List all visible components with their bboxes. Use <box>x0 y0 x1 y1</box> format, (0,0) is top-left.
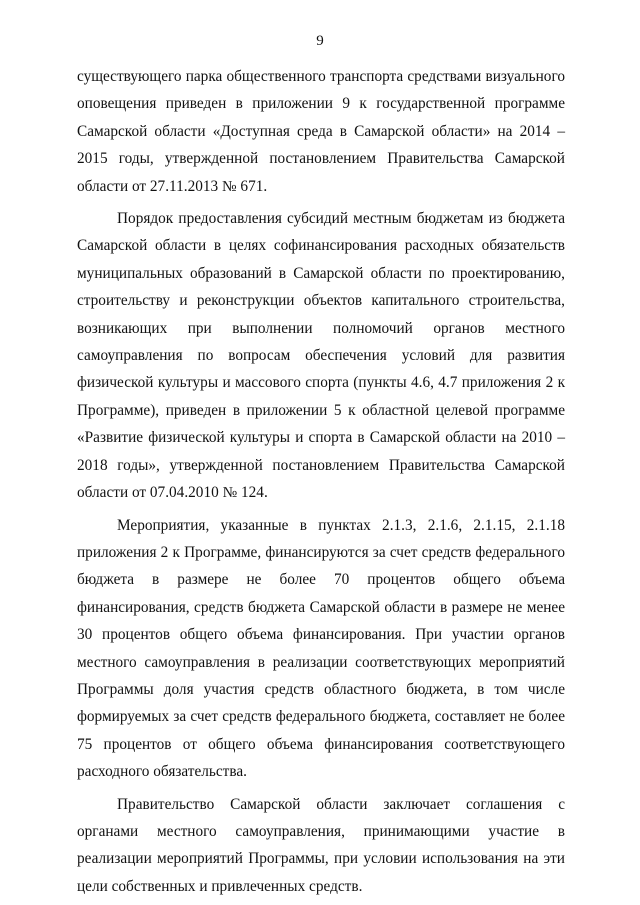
paragraph-government-agreements: Правительство Самарской области заключает соглашения с органами местного самоуправления, принимающими участие в реализации мероприятий Программы, при условии использования на эти цели собственных и привлеченных средств. <box>77 795 565 895</box>
page-number: 9 <box>316 33 324 49</box>
paragraph-subsidies-procedure: Порядок предоставления субсидий местным бюджетам из бюджета Самарской области в целях софинансирования расходных обязательств муниципальных образований в Самарской области по проектированию, строительству и реконструкции объектов капитального строительства, возникающих при выполнении полномочий органов местного самоуправления по вопросам обеспечения условий для развития физической культуры и массового спорта (пункты 4.6, 4.7 приложения 2 к Программе), приведен в приложении 5 к областной целевой программе «Развитие физической культуры и спорта в Самарской области на 2010 – 2018 годы», утвержденной постановлением Правительства Самарской области от 07.04.2010 № 124. <box>77 210 565 502</box>
paragraph-continuation: существующего парка общественного транспорта средствами визуального оповещения приведен в приложении 9 к государственной программе Самарской области «Доступная среда в Самарской области» на 2014 – 2015 годы, утвержденной постановлением Правительства Самарской области от 27.11.2013 № 671. <box>77 68 565 195</box>
document-body <box>77 63 565 905</box>
paragraph-financing-activities: Мероприятия, указанные в пунктах 2.1.3, 2.1.6, 2.1.15, 2.1.18 приложения 2 к Программе, финансируются за счет средств федерального бюджета в размере не более 70 процентов общего объема финансирования, средств бюджета Самарской области в размере не менее 30 процентов общего объема финансирования. При участии органов местного самоуправления в реализации соответствующих мероприятий Программы доля участия средств областного бюджета, в том числе формируемых за счет средств федерального бюджета, составляет не более 75 процентов от общего объема финансирования соответствующего расходного обязательства. <box>77 516 565 781</box>
